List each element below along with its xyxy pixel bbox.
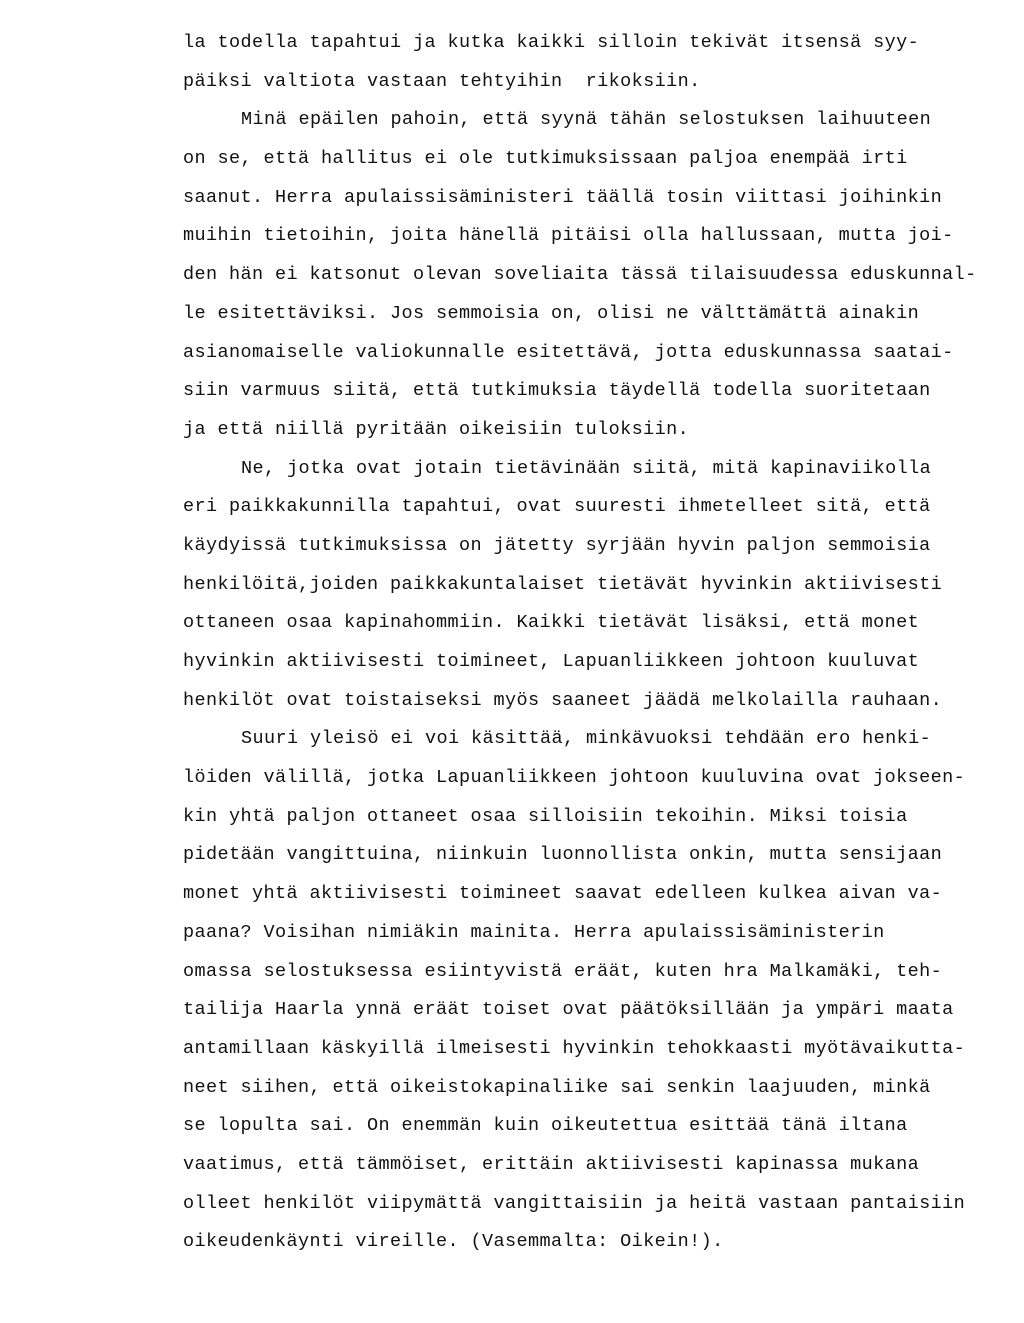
text-line-28: neet siihen, että oikeistokapinaliike sai senkin laajuuden, minkä (183, 1076, 931, 1098)
text-line-25: omassa selostuksessa esiintyvistä eräät, kuten hra Malkamäki, teh- (183, 960, 943, 982)
text-line-21: kin yhtä paljon ottaneet osaa silloisiin tekoihin. Miksi toisia (183, 805, 908, 827)
text-line-1: la todella tapahtui ja kutka kaikki silloin tekivät itsensä syy- (183, 32, 920, 53)
text-line-31: olleet henkilöt viipymättä vangittaisiin ja heitä vastaan pantaisiin (183, 1192, 966, 1214)
text-line-13: eri paikkakunnilla tapahtui, ovat suuresti ihmetelleet sitä, että (183, 496, 931, 518)
text-line-12: Ne, jotka ovat jotain tietävinään siitä, mitä kapinaviikolla (241, 457, 932, 479)
text-line-2: päiksi valtiota vastaan tehtyihin rikoksiin. (183, 70, 701, 92)
text-line-8: le esitettäviksi. Jos semmoisia on, olisi ne välttämättä ainakin (183, 302, 920, 324)
text-line-10: siin varmuus siitä, että tutkimuksia täydellä todella suoritetaan (183, 380, 931, 402)
text-line-27: antamillaan käskyillä ilmeisesti hyvinkin tehokkaasti myötävaikutta- (183, 1037, 966, 1059)
text-line-3: Minä epäilen pahoin, että syynä tähän selostuksen laihuuteen (241, 109, 932, 131)
text-line-16: ottaneen osaa kapinahommiin. Kaikki tietävät lisäksi, että monet (183, 612, 920, 634)
text-line-11: ja että niillä pyritään oikeisiin tuloksiin. (183, 418, 690, 440)
text-line-23: monet yhtä aktiivisesti toimineet saavat edelleen kulkea aivan va- (183, 883, 943, 905)
document-body (183, 24, 983, 1262)
text-line-30: vaatimus, että tämmöiset, erittäin aktiivisesti kapinassa mukana (183, 1153, 920, 1175)
text-line-29: se lopulta sai. On enemmän kuin oikeutettua esittää tänä iltana (183, 1115, 908, 1137)
text-line-20: löiden välillä, jotka Lapuanliikkeen johtoon kuuluvina ovat jokseen- (183, 767, 966, 789)
text-line-4: on se, että hallitus ei ole tutkimuksissaan paljoa enempää irti (183, 148, 908, 170)
text-line-17: hyvinkin aktiivisesti toimineet, Lapuanliikkeen johtoon kuuluvat (183, 651, 920, 672)
text-line-5: saanut. Herra apulaissisäministeri täällä tosin viittasi joihinkin (183, 186, 943, 208)
text-line-24: paana? Voisihan nimiäkin mainita. Herra apulaissisäministerin (183, 921, 885, 943)
text-line-15: henkilöitä,joiden paikkakuntalaiset tietävät hyvinkin aktiivisesti (183, 573, 943, 595)
text-line-9: asianomaiselle valiokunnalle esitettävä, jotta eduskunnassa saatai- (183, 341, 954, 363)
text-line-22: pidetään vangittuina, niinkuin luonnollista onkin, mutta sensijaan (183, 844, 943, 866)
text-line-26: tailija Haarla ynnä eräät toiset ovat päätöksillään ja ympäri maata (183, 999, 954, 1021)
text-line-6: muihin tietoihin, joita hänellä pitäisi olla hallussaan, mutta joi- (183, 225, 954, 247)
text-line-14: käydyissä tutkimuksissa on jätetty syrjään hyvin paljon semmoisia (183, 534, 931, 556)
text-line-32: oikeudenkäynti vireille. (Vasemmalta: Oikein!). (183, 1231, 724, 1253)
text-line-18: henkilöt ovat toistaiseksi myös saaneet jäädä melkolailla rauhaan. (183, 689, 943, 711)
text-line-7: den hän ei katsonut olevan soveliaita tässä tilaisuudessa eduskunnal- (183, 264, 977, 286)
text-line-19: Suuri yleisö ei voi käsittää, minkävuoksi tehdään ero henki- (241, 728, 932, 750)
